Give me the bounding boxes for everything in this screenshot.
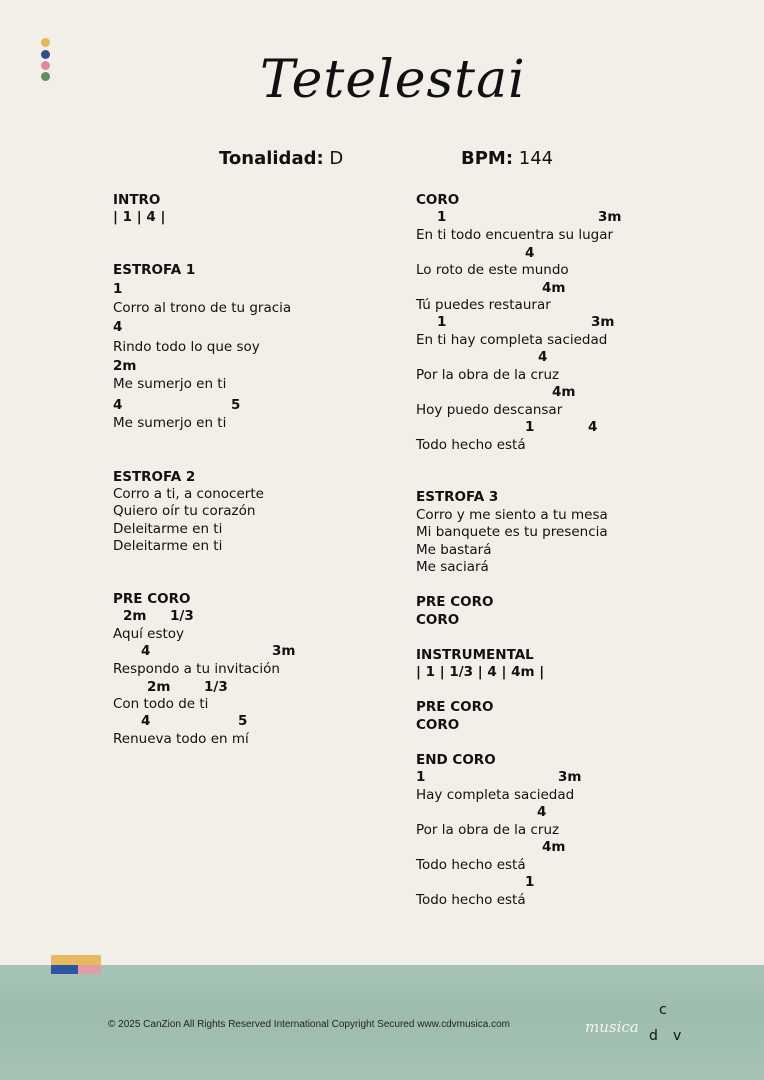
section-heading: END CORO — [416, 752, 496, 768]
swatch-blue — [51, 965, 78, 974]
chord: 2m — [147, 679, 171, 695]
bpm-value: 144 — [518, 148, 554, 169]
lyric-line: Mi banquete es tu presencia — [416, 524, 608, 540]
lyric-line: Deleitarme en ti — [113, 521, 223, 537]
decor-dot-pink — [41, 61, 50, 70]
lyric-line: Con todo de ti — [113, 696, 209, 712]
chord: 1/3 — [204, 679, 228, 695]
copyright-text: © 2025 CanZion All Rights Reserved International Copyright Secured www.cdvmusica.com — [108, 1019, 511, 1030]
decor-dot-yellow — [41, 38, 50, 47]
svg-text:v: v — [673, 1028, 682, 1044]
chord: 3m — [272, 643, 296, 659]
lyric-line: Rindo todo lo que soy — [113, 339, 260, 355]
chord: 4m — [552, 384, 576, 400]
section-heading: PRE CORO — [416, 699, 494, 715]
lyric-line: Deleitarme en ti — [113, 538, 223, 554]
lyric-line: Corro a ti, a conocerte — [113, 486, 264, 502]
lyric-line: Corro al trono de tu gracia — [113, 300, 292, 316]
section-heading: PRE CORO — [416, 594, 494, 610]
chord: 4 — [113, 397, 123, 413]
lyric-line: Me sumerjo en ti — [113, 376, 227, 392]
lyric-line: Respondo a tu invitación — [113, 661, 280, 677]
lyric-line: Renueva todo en mí — [113, 731, 249, 747]
section-heading: INSTRUMENTAL — [416, 647, 534, 663]
chord: 1 — [525, 874, 535, 890]
lyric-line: Lo roto de este mundo — [416, 262, 569, 278]
chord: 1 — [437, 314, 447, 330]
swatch-pink — [78, 965, 101, 974]
chord: 2m — [113, 358, 137, 374]
chord: 3m — [598, 209, 622, 225]
svg-text:c: c — [659, 1002, 667, 1018]
lyric-line: Todo hecho está — [416, 857, 526, 873]
section-heading: ESTROFA 1 — [113, 262, 196, 278]
lyric-line: Hoy puedo descansar — [416, 402, 563, 418]
decor-dot-blue — [41, 50, 50, 59]
lyric-line: Quiero oír tu corazón — [113, 503, 256, 519]
lyric-line: Tú puedes restaurar — [416, 297, 551, 313]
lyric-line: En ti todo encuentra su lugar — [416, 227, 614, 243]
chord: 4 — [141, 713, 151, 729]
chord: 5 — [238, 713, 248, 729]
chord: 4 — [537, 804, 547, 820]
section-heading: INTRO — [113, 192, 161, 208]
section-heading: PRE CORO — [113, 591, 191, 607]
lyric-line: Aquí estoy — [113, 626, 185, 642]
lyric-line: Me sumerjo en ti — [113, 415, 227, 431]
svg-text:musica: musica — [585, 1018, 639, 1036]
lyric-line: Me saciará — [416, 559, 489, 575]
chord: 5 — [231, 397, 241, 413]
bpm-info — [461, 148, 553, 169]
chord: 1 — [113, 281, 123, 297]
section-heading: CORO — [416, 717, 460, 733]
section-heading: CORO — [416, 192, 460, 208]
key-label: Tonalidad: — [219, 148, 324, 169]
lyric-line: Hay completa saciedad — [416, 787, 575, 803]
svg-text:d: d — [649, 1028, 658, 1044]
section-heading: | 1 | 1/3 | 4 | 4m | — [416, 664, 545, 680]
section-heading: ESTROFA 2 — [113, 469, 196, 485]
chord: 4 — [525, 245, 535, 261]
lyric-line: Corro y me siento a tu mesa — [416, 507, 608, 523]
chord: 3m — [558, 769, 582, 785]
chord: 1/3 — [170, 608, 194, 624]
lyric-line: Me bastará — [416, 542, 492, 558]
lyric-line: En ti hay completa saciedad — [416, 332, 608, 348]
chord: 2m — [123, 608, 147, 624]
decor-dot-green — [41, 72, 50, 81]
lyric-line: Por la obra de la cruz — [416, 822, 560, 838]
cdv-musica-logo — [585, 1000, 695, 1045]
chord: 1 — [525, 419, 535, 435]
lyric-line: Todo hecho está — [416, 437, 526, 453]
chord: 4m — [542, 280, 566, 296]
key-value: D — [329, 148, 344, 169]
chord: 1 — [437, 209, 447, 225]
chord: 4 — [588, 419, 598, 435]
chord: 4 — [141, 643, 151, 659]
key-info — [219, 148, 343, 169]
section-heading: CORO — [416, 612, 460, 628]
section-heading: | 1 | 4 | — [113, 209, 166, 225]
chord: 4 — [538, 349, 548, 365]
chord: 3m — [591, 314, 615, 330]
swatch-yellow — [51, 955, 101, 965]
chord: 4 — [113, 319, 123, 335]
song-title: Tetelestai — [260, 50, 526, 110]
chord: 4m — [542, 839, 566, 855]
bpm-label: BPM: — [461, 148, 514, 169]
lyric-line: Todo hecho está — [416, 892, 526, 908]
chord: 1 — [416, 769, 426, 785]
section-heading: ESTROFA 3 — [416, 489, 499, 505]
lyric-line: Por la obra de la cruz — [416, 367, 560, 383]
